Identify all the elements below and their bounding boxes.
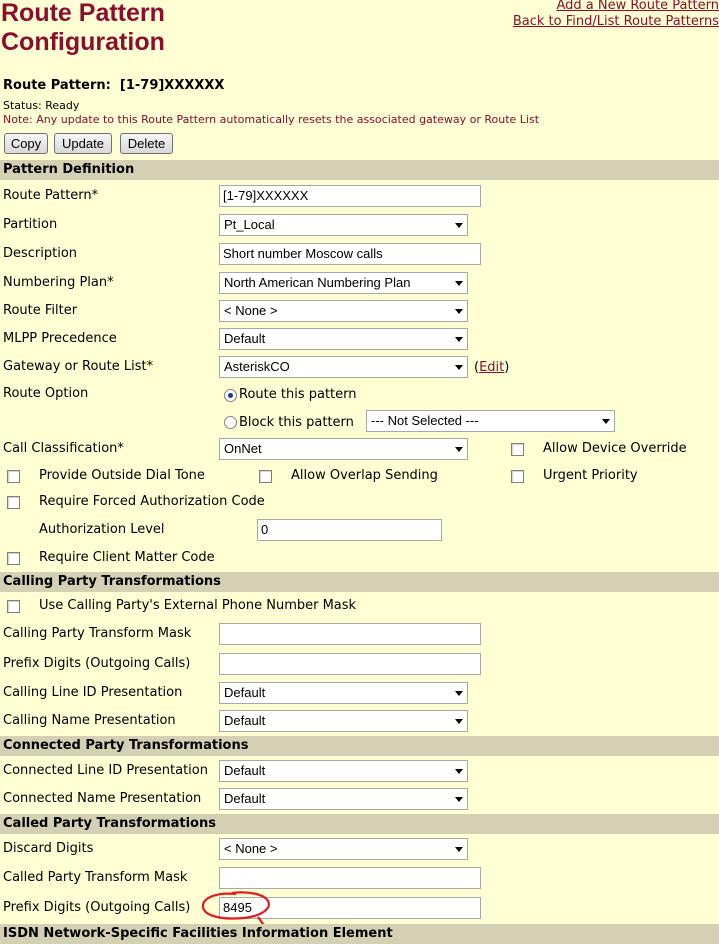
section-calling-party: Calling Party Transformations [0,572,719,592]
use-external-mask-label: Use Calling Party's External Phone Number Mask [39,598,357,613]
chevron-down-icon [602,419,610,424]
gateway-edit [474,360,509,375]
connected-line-id-value: Default [224,763,266,778]
chevron-down-icon [455,281,463,286]
update-button[interactable]: Update [54,133,112,154]
gateway-label: Gateway or Route List* [3,359,154,374]
authorization-level-label: Authorization Level [39,522,165,537]
page-title-line2: Configuration [1,28,165,56]
section-called-party: Called Party Transformations [0,814,719,834]
section-pattern-definition: Pattern Definition [0,160,719,180]
calling-line-id-select[interactable] [219,682,468,704]
numbering-plan-label: Numbering Plan* [3,275,114,290]
calling-prefix-digits-label: Prefix Digits (Outgoing Calls) [3,656,191,671]
page-title [1,0,165,57]
calling-name-select[interactable] [219,710,468,732]
chevron-down-icon [455,719,463,724]
section-isdn: ISDN Network-Specific Facilities Information Element [0,924,719,944]
description-label: Description [3,246,78,261]
route-pattern-input[interactable]: [1-79]XXXXXX [219,185,481,207]
authorization-level-input[interactable]: 0 [257,519,442,541]
route-pattern-heading-label: Route Pattern: [3,78,111,93]
discard-digits-label: Discard Digits [3,841,94,856]
block-reason-select[interactable] [366,410,615,432]
note-text: Note: Any update to this Route Pattern automatically resets the associated gateway or Route List [3,113,540,126]
gateway-value: AsteriskCO [224,359,290,374]
connected-name-value: Default [224,791,266,806]
calling-line-id-value: Default [224,685,266,700]
partition-label: Partition [3,217,58,232]
add-new-route-pattern-link[interactable]: Add a New Route Pattern [556,0,719,13]
allow-device-override-label: Allow Device Override [543,441,687,456]
allow-device-override-checkbox[interactable] [511,443,524,456]
require-fac-label: Require Forced Authorization Code [39,494,265,509]
call-classification-value: OnNet [224,441,262,456]
connected-line-id-select[interactable] [219,760,468,782]
provide-outside-dial-tone-checkbox[interactable] [7,470,20,483]
call-classification-select[interactable] [219,438,468,460]
mlpp-label: MLPP Precedence [3,331,117,346]
urgent-priority-checkbox[interactable] [511,470,524,483]
route-filter-value: < None > [224,303,278,318]
require-cmc-checkbox[interactable] [7,552,20,565]
called-transform-mask-label: Called Party Transform Mask [3,870,188,885]
chevron-down-icon [455,447,463,452]
calling-prefix-digits-input[interactable] [219,653,481,675]
connected-name-select[interactable] [219,788,468,810]
copy-button[interactable]: Copy [4,133,48,154]
called-prefix-digits-label: Prefix Digits (Outgoing Calls) [3,900,191,915]
back-to-find-list-link[interactable]: Back to Find/List Route Patterns [512,14,719,29]
allow-overlap-sending-checkbox[interactable] [259,470,272,483]
use-external-mask-checkbox[interactable] [7,600,20,613]
chevron-down-icon [455,769,463,774]
calling-transform-mask-label: Calling Party Transform Mask [3,626,192,641]
discard-digits-select[interactable] [219,838,468,860]
calling-name-label: Calling Name Presentation [3,713,176,728]
chevron-down-icon [455,365,463,370]
route-pattern-heading [3,78,224,93]
chevron-down-icon [455,309,463,314]
calling-line-id-label: Calling Line ID Presentation [3,685,183,700]
chevron-down-icon [455,847,463,852]
allow-overlap-sending-label: Allow Overlap Sending [291,468,438,483]
numbering-plan-value: North American Numbering Plan [224,275,411,290]
mlpp-value: Default [224,331,266,346]
require-fac-checkbox[interactable] [7,496,20,509]
chevron-down-icon [455,223,463,228]
block-reason-value: --- Not Selected --- [371,413,479,428]
page-title-line1: Route Pattern [1,0,165,27]
chevron-down-icon [455,337,463,342]
route-filter-label: Route Filter [3,303,78,318]
chevron-down-icon [455,691,463,696]
calling-transform-mask-input[interactable] [219,623,481,645]
partition-select[interactable] [219,214,468,236]
gateway-select[interactable] [219,356,468,378]
description-input[interactable]: Short number Moscow calls [219,243,481,265]
section-connected-party: Connected Party Transformations [0,736,719,756]
provide-outside-dial-tone-label: Provide Outside Dial Tone [39,468,205,483]
urgent-priority-label: Urgent Priority [543,468,638,483]
require-cmc-label: Require Client Matter Code [39,550,215,565]
numbering-plan-select[interactable] [219,272,468,294]
calling-name-value: Default [224,713,266,728]
delete-button[interactable]: Delete [120,133,173,154]
called-prefix-digits-input[interactable]: 8495 [219,897,481,919]
mlpp-select[interactable] [219,328,468,350]
route-filter-select[interactable] [219,300,468,322]
discard-digits-value: < None > [224,841,278,856]
status-text: Status: Ready [3,99,80,112]
block-this-pattern-radio[interactable] [224,416,237,429]
call-classification-label: Call Classification* [3,441,124,456]
route-option-label: Route Option [3,386,89,401]
block-this-pattern-label: Block this pattern [239,415,354,430]
route-this-pattern-radio[interactable] [224,389,237,402]
connected-name-label: Connected Name Presentation [3,791,202,806]
route-pattern-heading-value: [1-79]XXXXXX [119,78,225,93]
chevron-down-icon [455,797,463,802]
partition-value: Pt_Local [224,217,275,232]
connected-line-id-label: Connected Line ID Presentation [3,763,208,778]
edit-open-paren: ( [474,360,480,375]
gateway-edit-link[interactable]: Edit [479,360,505,375]
edit-close-paren: ) [504,360,510,375]
route-this-pattern-label: Route this pattern [239,387,357,402]
route-pattern-label: Route Pattern* [3,188,99,203]
